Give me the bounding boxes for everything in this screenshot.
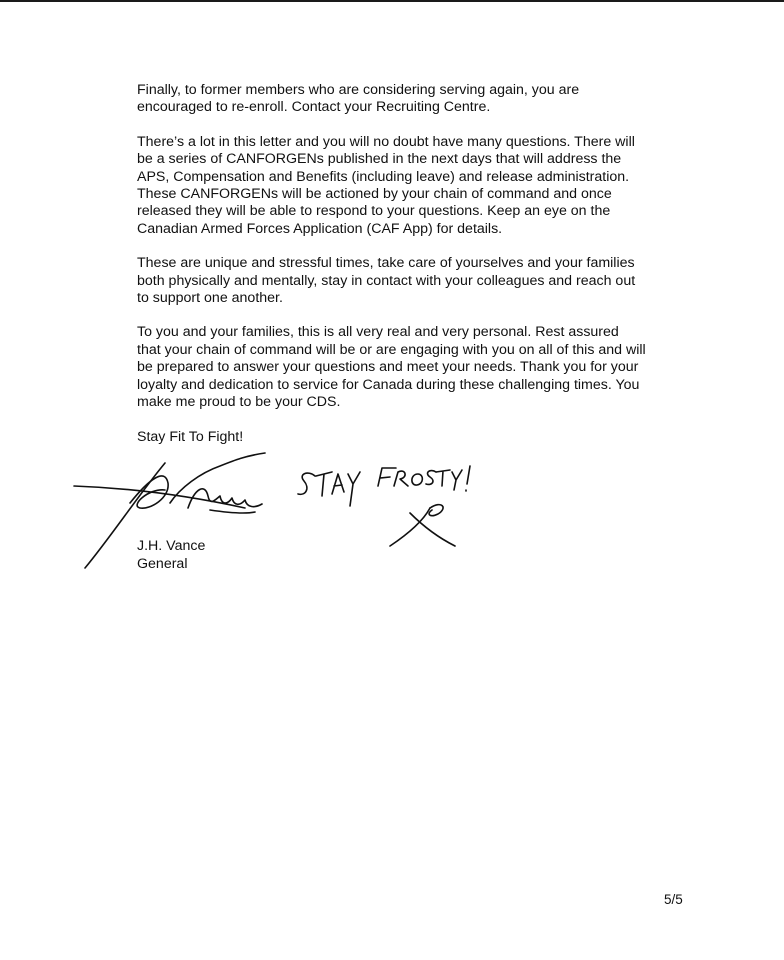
letter-body (137, 82, 697, 446)
signature-block (70, 448, 490, 588)
note-letter-r (394, 471, 408, 486)
signer-name: J.H. Vance (137, 538, 206, 554)
signature-stroke-loop (130, 476, 168, 508)
letter-paragraph-families: To you and your families, this is all very real and very personal. Rest assured that your chain of command will be or are engaging with you on all of this and will be prepared to answer your questions and meet your needs. Thank you for your loyalty and dedication to service for Canada during these challenging times. You make me proud to be your CDS. (137, 324, 646, 411)
page-number: 5/5 (664, 892, 683, 907)
note-letter-y2 (452, 470, 462, 490)
signature-stroke-tail (210, 510, 255, 513)
note-letter-y (348, 472, 360, 506)
note-exclamation (466, 466, 470, 491)
signature-stroke-flourish (170, 453, 265, 503)
handwritten-signature (70, 448, 490, 588)
note-letter-t (316, 472, 332, 496)
page-top-edge (0, 0, 784, 2)
note-initial-cross (390, 508, 455, 546)
note-letter-o (412, 474, 423, 485)
note-letter-t2 (436, 470, 450, 486)
letter-closing: Stay Fit To Fight! (137, 428, 244, 445)
signer-title: General (137, 556, 188, 572)
note-letter-f (378, 468, 396, 486)
note-letter-s2 (426, 471, 436, 485)
letter-paragraph-reenroll: Finally, to former members who are considering serving again, you are encouraged to re-enroll. Contact your Recruiting Centre. (137, 82, 580, 116)
note-letter-s (298, 473, 315, 494)
note-initial-loop (429, 505, 443, 516)
letter-paragraph-wellbeing: These are unique and stressful times, take care of yourselves and your families both physically and mentally, stay in contact with your colleagues and reach out to support one another. (137, 255, 636, 307)
note-letter-a (332, 474, 344, 494)
letter-paragraph-questions: There’s a lot in this letter and you will no doubt have many questions. There will be a series of CANFORGENs published in the next days that will address the APS, Compensation and Benefits (including leave) and release administration. These CANFORGENs will be actioned by your chain of command and once released they will be able to respond to your questions. Keep an eye on the Canadian Armed Forces Application (CAF App) for details. (137, 133, 635, 237)
